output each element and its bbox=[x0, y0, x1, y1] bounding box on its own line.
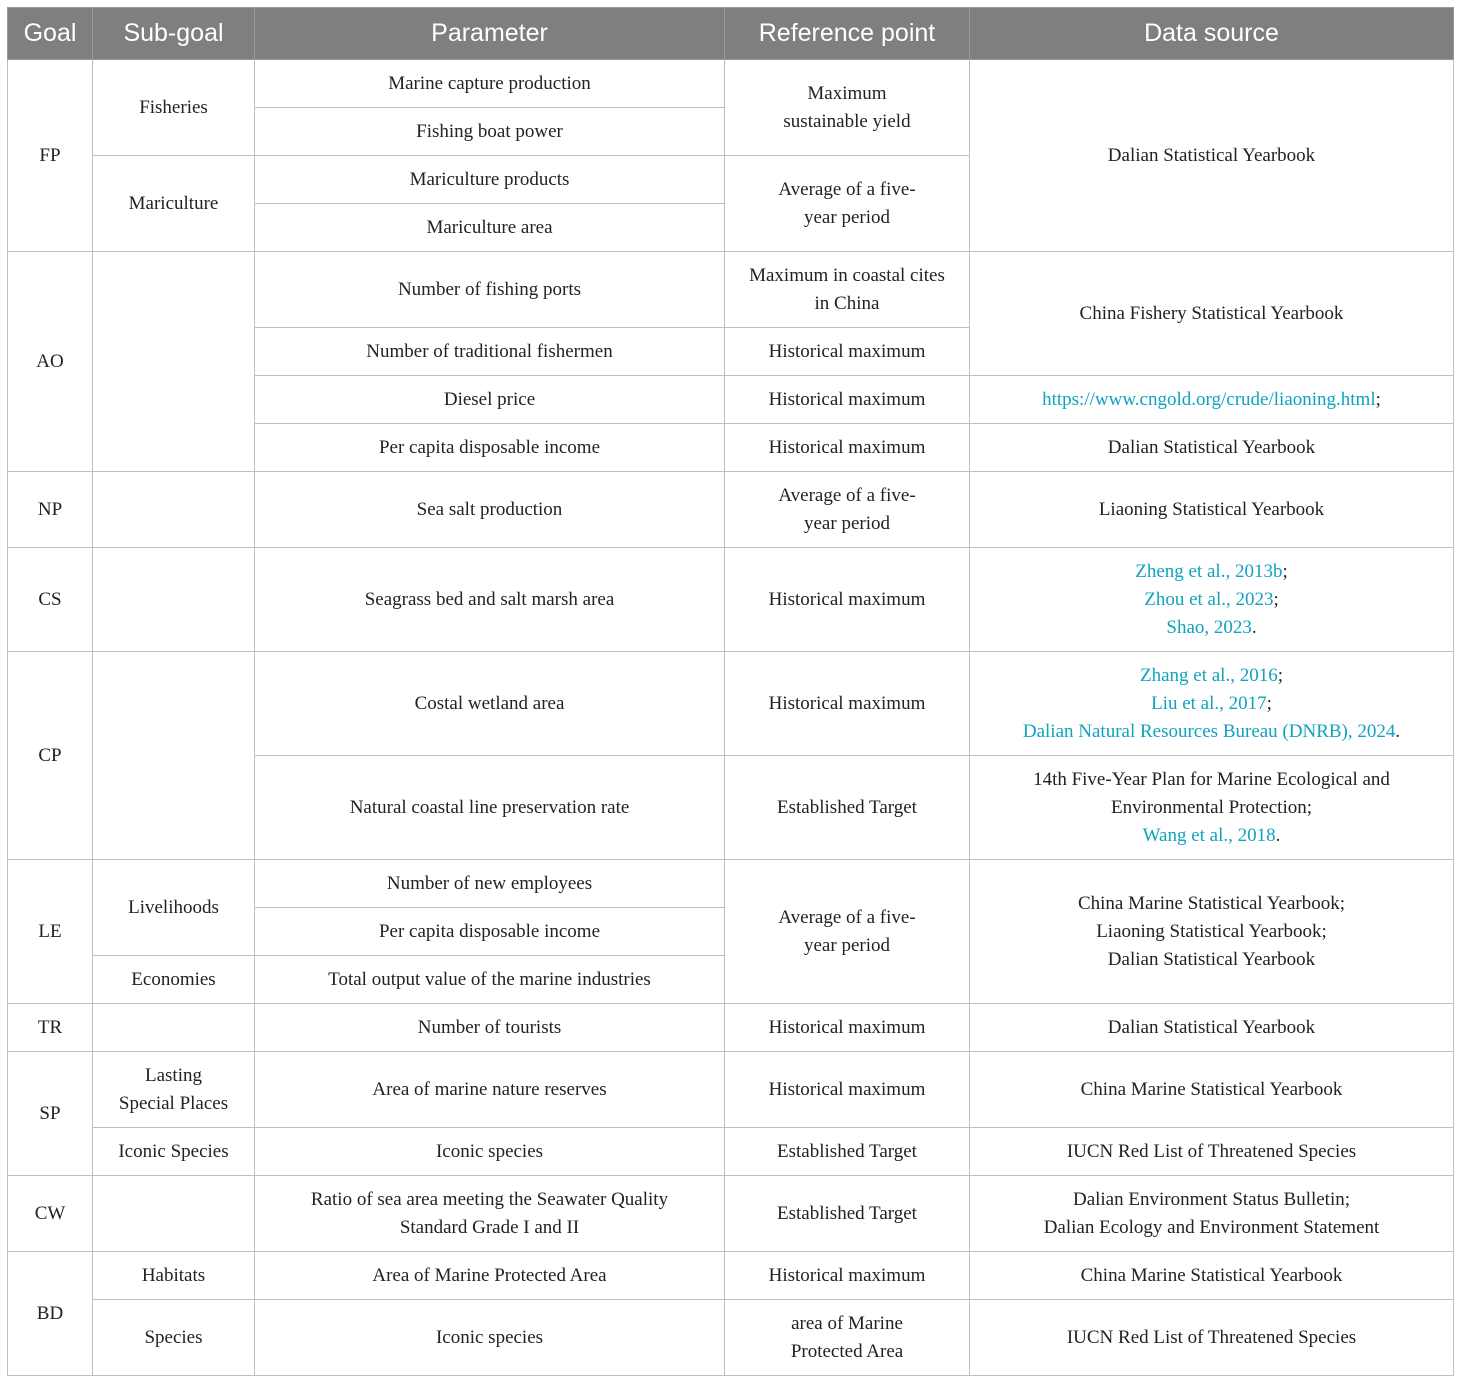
reference-cell: Average of a five- year period bbox=[725, 472, 970, 548]
citation-link[interactable]: Dalian Natural Resources Bureau (DNRB), 2024 bbox=[1022, 720, 1396, 742]
reference-cell: Historical maximum bbox=[725, 1004, 970, 1052]
goal-cell: FP bbox=[8, 60, 93, 252]
goal-cell: AO bbox=[8, 252, 93, 472]
reference-cell: Maximum in coastal cites in China bbox=[725, 252, 970, 328]
table-row bbox=[8, 860, 1454, 908]
subgoal-cell bbox=[93, 472, 255, 548]
source-cell: Dalian Statistical Yearbook bbox=[970, 424, 1454, 472]
reference-cell: Established Target bbox=[725, 1128, 970, 1176]
goal-cell: SP bbox=[8, 1052, 93, 1176]
table-row bbox=[8, 252, 1454, 328]
header-parameter: Parameter bbox=[255, 8, 725, 60]
subgoal-cell: Species bbox=[93, 1300, 255, 1376]
header-sub-goal: Sub-goal bbox=[93, 8, 255, 60]
subgoal-cell: Lasting Special Places bbox=[93, 1052, 255, 1128]
source-cell: Liaoning Statistical Yearbook bbox=[970, 472, 1454, 548]
goal-cell: CP bbox=[8, 652, 93, 860]
source-cell: 14th Five-Year Plan for Marine Ecological and Environmental Protection; Wang et al., 2018. bbox=[970, 756, 1454, 860]
goal-cell: BD bbox=[8, 1252, 93, 1376]
source-cell: China Fishery Statistical Yearbook bbox=[970, 252, 1454, 376]
parameter-cell: Total output value of the marine industries bbox=[255, 956, 725, 1004]
parameter-cell: Per capita disposable income bbox=[255, 908, 725, 956]
reference-cell: area of Marine Protected Area bbox=[725, 1300, 970, 1376]
reference-cell: Historical maximum bbox=[725, 1252, 970, 1300]
subgoal-cell: Livelihoods bbox=[93, 860, 255, 956]
source-cell: Dalian Statistical Yearbook bbox=[970, 60, 1454, 252]
parameter-cell: Marine capture production bbox=[255, 60, 725, 108]
goal-cell: NP bbox=[8, 472, 93, 548]
source-cell: Dalian Environment Status Bulletin; Dalian Ecology and Environment Statement bbox=[970, 1176, 1454, 1252]
citation-link[interactable]: Wang et al., 2018 bbox=[1142, 824, 1276, 846]
table-row bbox=[8, 472, 1454, 548]
goals-table bbox=[7, 7, 1454, 1376]
subgoal-cell: Economies bbox=[93, 956, 255, 1004]
table-row bbox=[8, 652, 1454, 756]
citation-link[interactable]: Zheng et al., 2013b bbox=[1135, 560, 1283, 582]
subgoal-cell: Mariculture bbox=[93, 156, 255, 252]
source-cell: IUCN Red List of Threatened Species bbox=[970, 1128, 1454, 1176]
parameter-cell: Area of Marine Protected Area bbox=[255, 1252, 725, 1300]
parameter-cell: Diesel price bbox=[255, 376, 725, 424]
parameter-cell: Number of tourists bbox=[255, 1004, 725, 1052]
citation-link[interactable]: Liu et al., 2017 bbox=[1151, 692, 1267, 714]
table-row bbox=[8, 1252, 1454, 1300]
source-cell: https://www.cngold.org/crude/liaoning.html; bbox=[970, 376, 1454, 424]
subgoal-cell bbox=[93, 548, 255, 652]
parameter-cell: Number of traditional fishermen bbox=[255, 328, 725, 376]
parameter-cell: Number of new employees bbox=[255, 860, 725, 908]
goal-cell: CW bbox=[8, 1176, 93, 1252]
parameter-cell: Iconic species bbox=[255, 1128, 725, 1176]
source-cell: Dalian Statistical Yearbook bbox=[970, 1004, 1454, 1052]
table-row bbox=[8, 1176, 1454, 1252]
table-row bbox=[8, 1004, 1454, 1052]
reference-cell: Established Target bbox=[725, 756, 970, 860]
parameter-cell: Seagrass bed and salt marsh area bbox=[255, 548, 725, 652]
subgoal-cell: Iconic Species bbox=[93, 1128, 255, 1176]
citation-link[interactable]: Zhang et al., 2016 bbox=[1140, 664, 1278, 686]
table-row bbox=[8, 1300, 1454, 1376]
header-goal: Goal bbox=[8, 8, 93, 60]
citation-link[interactable]: Zhou et al., 2023 bbox=[1144, 588, 1274, 610]
parameter-cell: Natural coastal line preservation rate bbox=[255, 756, 725, 860]
parameter-cell: Mariculture area bbox=[255, 204, 725, 252]
parameter-cell: Ratio of sea area meeting the Seawater Quality Standard Grade I and II bbox=[255, 1176, 725, 1252]
parameter-cell: Mariculture products bbox=[255, 156, 725, 204]
parameter-cell: Sea salt production bbox=[255, 472, 725, 548]
reference-cell: Average of a five- year period bbox=[725, 860, 970, 1004]
header-data-source: Data source bbox=[970, 8, 1454, 60]
source-cell: China Marine Statistical Yearbook bbox=[970, 1252, 1454, 1300]
reference-cell: Maximum sustainable yield bbox=[725, 60, 970, 156]
source-link[interactable]: https://www.cngold.org/crude/liaoning.html bbox=[1042, 388, 1376, 410]
subgoal-cell bbox=[93, 1004, 255, 1052]
reference-cell: Historical maximum bbox=[725, 652, 970, 756]
source-cell: China Marine Statistical Yearbook bbox=[970, 1052, 1454, 1128]
source-cell: Zhang et al., 2016; Liu et al., 2017; Dalian Natural Resources Bureau (DNRB), 2024. bbox=[970, 652, 1454, 756]
reference-cell: Historical maximum bbox=[725, 424, 970, 472]
reference-cell: Historical maximum bbox=[725, 1052, 970, 1128]
header-reference-point: Reference point bbox=[725, 8, 970, 60]
reference-cell: Established Target bbox=[725, 1176, 970, 1252]
subgoal-cell: Habitats bbox=[93, 1252, 255, 1300]
subgoal-cell bbox=[93, 652, 255, 860]
parameter-cell: Number of fishing ports bbox=[255, 252, 725, 328]
reference-cell: Average of a five- year period bbox=[725, 156, 970, 252]
reference-cell: Historical maximum bbox=[725, 548, 970, 652]
source-cell: China Marine Statistical Yearbook; Liaoning Statistical Yearbook; Dalian Statistical Yearbook bbox=[970, 860, 1454, 1004]
source-cell: Zheng et al., 2013b; Zhou et al., 2023; Shao, 2023. bbox=[970, 548, 1454, 652]
goal-cell: CS bbox=[8, 548, 93, 652]
goal-cell: TR bbox=[8, 1004, 93, 1052]
citation-link[interactable]: Shao, 2023 bbox=[1166, 616, 1252, 638]
subgoal-cell bbox=[93, 252, 255, 472]
parameter-cell: Costal wetland area bbox=[255, 652, 725, 756]
table-row bbox=[8, 1128, 1454, 1176]
subgoal-cell bbox=[93, 1176, 255, 1252]
goal-cell: LE bbox=[8, 860, 93, 1004]
reference-cell: Historical maximum bbox=[725, 376, 970, 424]
table-row bbox=[8, 548, 1454, 652]
subgoal-cell: Fisheries bbox=[93, 60, 255, 156]
source-cell: IUCN Red List of Threatened Species bbox=[970, 1300, 1454, 1376]
table-row bbox=[8, 1052, 1454, 1128]
reference-cell: Historical maximum bbox=[725, 328, 970, 376]
parameter-cell: Per capita disposable income bbox=[255, 424, 725, 472]
table-row bbox=[8, 60, 1454, 108]
parameter-cell: Fishing boat power bbox=[255, 108, 725, 156]
parameter-cell: Iconic species bbox=[255, 1300, 725, 1376]
parameter-cell: Area of marine nature reserves bbox=[255, 1052, 725, 1128]
